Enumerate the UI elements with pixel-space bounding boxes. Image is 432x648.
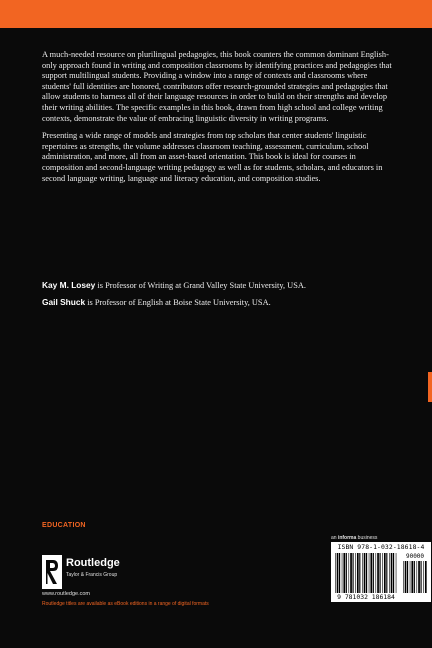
barcode-bar: [349, 553, 350, 593]
ean-digits: 9 781032 186184: [337, 593, 395, 601]
description-paragraph-2: Presenting a wide range of models and strategies from top scholars that center students' linguistic repertoires as strengths, the volume addresses classroom teaching, assessment, curriculum, school administration, and more, all from an asset-based orientation. This book is ideal for courses in composition and second-language writing pedagogy as well as for students, scholars, and educators in second language writing, language and literacy education, and composition studies.: [42, 131, 383, 183]
editor-bio-text: is Professor of Writing at Grand Valley State University, USA.: [95, 281, 306, 290]
barcode-bar: [373, 553, 374, 593]
editor-name: Gail Shuck: [42, 296, 86, 307]
ean-barcode-bars: [335, 553, 399, 593]
barcode-bar: [421, 561, 422, 593]
top-orange-band: [0, 0, 432, 28]
barcode-bar: [411, 561, 413, 593]
barcode-bar: [369, 553, 370, 593]
barcode-bar: [425, 561, 427, 593]
barcode-bar: [366, 553, 367, 593]
barcode-bar: [376, 553, 377, 593]
orange-edge-mark: [428, 372, 432, 402]
barcode-bar: [337, 553, 339, 593]
barcode-bar: [370, 553, 372, 593]
publisher-name: Routledge: [66, 557, 120, 569]
barcode-bar: [407, 561, 408, 593]
barcode-bar: [410, 561, 411, 593]
publisher-website: www.routledge.com: [42, 591, 90, 597]
editor-bio-1: [42, 280, 392, 292]
subject-category: EDUCATION: [42, 522, 86, 529]
barcode-bar: [339, 553, 340, 593]
barcode-bar: [346, 553, 347, 593]
ebook-availability-note: Routledge titles are available as eBook editions in a range of digital formats: [42, 601, 209, 607]
barcode-bar: [359, 553, 360, 593]
barcode-bar: [418, 561, 420, 593]
barcode-bar: [355, 553, 356, 593]
editor-bio-text: is Professor of English at Boise State University, USA.: [85, 297, 271, 307]
publisher-group: Taylor & Francis Group: [66, 572, 118, 578]
barcode-bar: [396, 553, 397, 593]
barcode-bar: [391, 553, 393, 593]
isbn-barcode: [331, 542, 431, 602]
barcode-bar: [353, 553, 354, 593]
barcode-bar: [405, 561, 407, 593]
editor-name: Kay M. Losey: [42, 280, 96, 290]
informa-business-tag: an informa business: [331, 535, 378, 541]
routledge-r-logo-icon: [42, 555, 62, 589]
barcode-bar: [350, 553, 352, 593]
barcode-bar: [389, 553, 390, 593]
barcode-bar: [417, 561, 418, 593]
editor-bio-2: [42, 297, 392, 309]
barcode-bar: [382, 553, 383, 593]
price-addon-bars: [403, 561, 427, 593]
price-code: 90000: [405, 553, 425, 560]
barcode-bar: [377, 553, 379, 593]
barcode-bar: [386, 553, 387, 593]
description-paragraph-1: A much-needed resource on plurilingual pedagogies, this book counters the common dominant English-only approach found in writing and composition classrooms by identifying practices and pedagogies that support multilingual students. Providing a window into a range of contexts and classrooms where students' full identities are honored, contributors offer research-grounded strategies and pedagogies that allow students to harness all of their language resources in order to build on their strengths and develop their writing abilities. The specific examples in this book, drawn from high school and college writing contexts, demonstrate the value of embracing linguistic diversity in writing programs.: [42, 50, 392, 123]
barcode-bar: [403, 561, 404, 593]
barcode-bar: [343, 553, 345, 593]
editor-bios: [42, 280, 392, 313]
barcode-bar: [423, 561, 424, 593]
isbn-label: ISBN 978-1-032-18618-4: [337, 543, 425, 551]
book-description: [42, 50, 392, 191]
barcode-bar: [335, 553, 336, 593]
barcode-bar: [380, 553, 381, 593]
barcode-bar: [384, 553, 386, 593]
barcode-bar: [414, 561, 415, 593]
barcode-bar: [357, 553, 359, 593]
barcode-bar: [393, 553, 394, 593]
barcode-bar: [364, 553, 366, 593]
barcode-bar: [342, 553, 343, 593]
barcode-bar: [362, 553, 363, 593]
